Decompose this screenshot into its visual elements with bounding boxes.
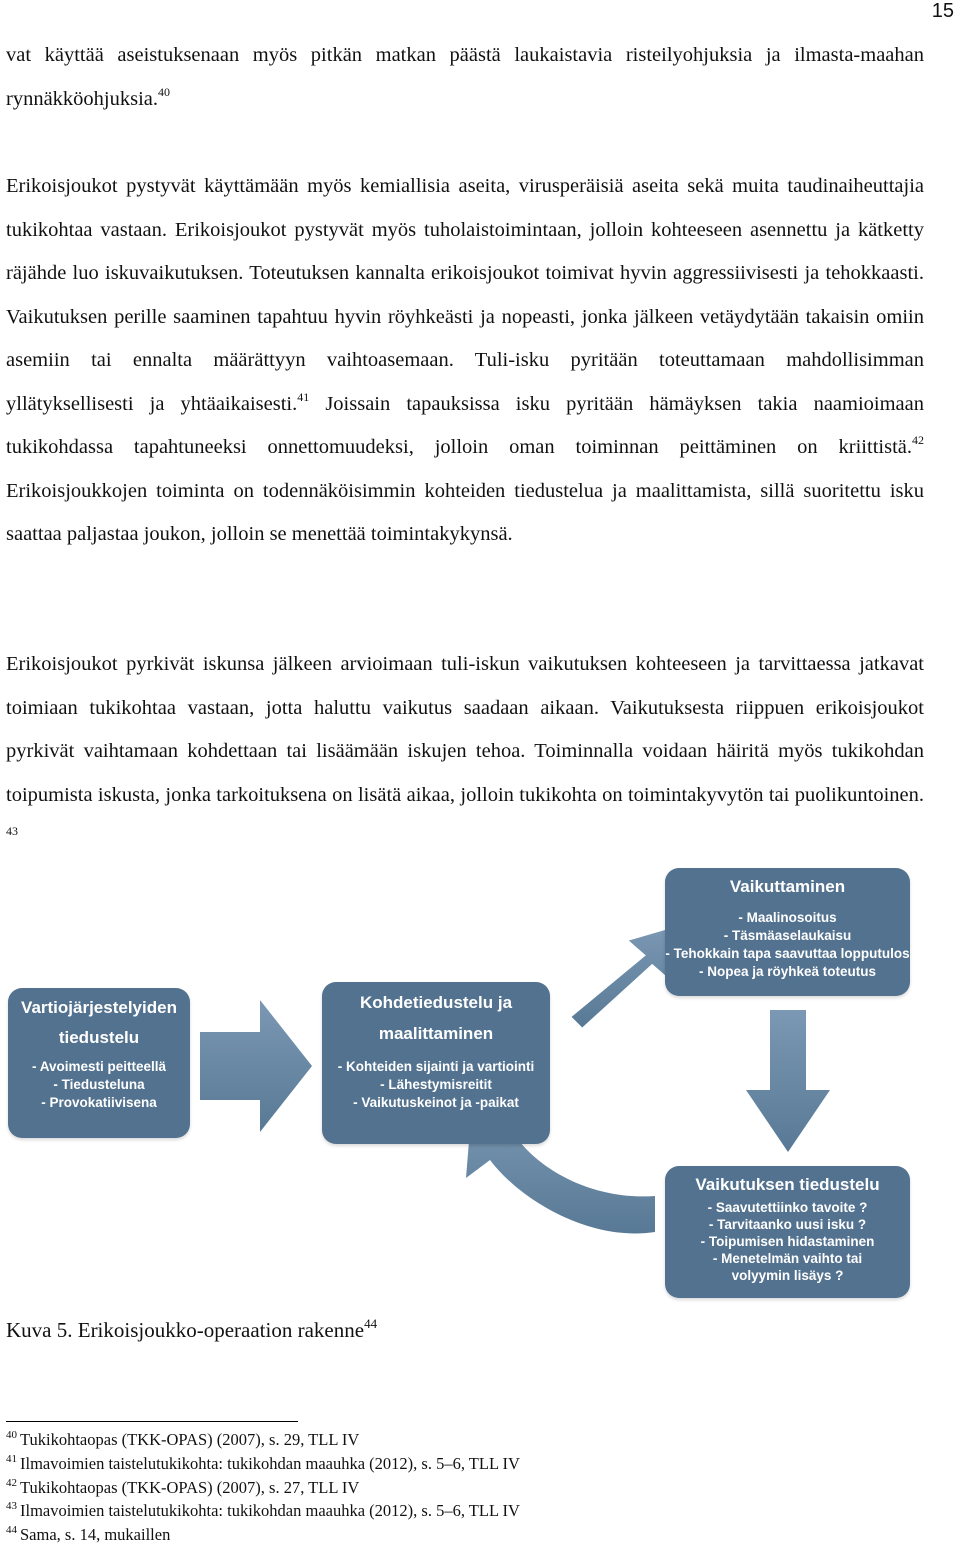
box-title: Vaikutuksen tiedustelu <box>695 1175 880 1194</box>
footnote-number: 40 <box>6 1429 17 1441</box>
box-title: Vaikuttaminen <box>729 877 846 896</box>
footnote-divider <box>6 1421 298 1422</box>
box-item: - Lähestymisreitit <box>380 1077 492 1092</box>
box-item: - Kohteiden sijainti ja vartiointi <box>337 1059 535 1074</box>
arrow-right-icon <box>200 1000 312 1132</box>
box-title: maalittaminen <box>378 1024 494 1043</box>
paragraph-1-text: vat käyttää aseistuksenaan myös pitkän matkan päästä laukaistavia risteilyohjuksia ja ilmasta-maahan rynnäkköohjuksia. <box>6 44 924 110</box>
box-item: - Täsmäaselaukaisu <box>723 928 852 943</box>
box-item: - Tiedusteluna <box>53 1077 145 1092</box>
footnote <box>6 1428 520 1452</box>
footnotes <box>6 1428 520 1547</box>
figure-caption <box>6 1318 377 1343</box>
box-kohdetiedustelu <box>322 982 550 1144</box>
footnote-number: 43 <box>6 1500 17 1513</box>
footnote-text: Ilmavoimien taistelutukikohta: tukikohdan maauhka (2012), s. 5–6, TLL IV <box>20 1453 520 1473</box>
page-number: 15 <box>931 0 954 22</box>
box-vartiojarjestelyiden-tiedustelu <box>8 988 190 1138</box>
footnote <box>6 1523 520 1547</box>
box-item: - Nopea ja röyhkeä toteutus <box>698 964 877 979</box>
box-vaikuttaminen <box>665 868 910 996</box>
footnote-number: 41 <box>6 1452 17 1465</box>
paragraph-2-text-b: Joissain tapauksissa isku pyritään hämäyksen takia naamioimaan tukikohdassa tapahtuneeksi onnettomuudeksi, jolloin oman toiminnan peittäminen on kriittistä. <box>6 392 924 458</box>
box-title: Kohdetiedustelu ja <box>359 993 513 1012</box>
box-vaikutuksen-tiedustelu <box>665 1166 910 1298</box>
footnote-ref-43: 43 <box>6 824 18 838</box>
paragraph-2 <box>6 165 924 557</box>
footnote-ref-41: 41 <box>297 389 310 404</box>
operation-structure-diagram <box>0 860 960 1310</box>
box-title: tiedustelu <box>58 1028 140 1047</box>
box-item: - Maalinosoitus <box>738 910 837 925</box>
box-item: - Toipumisen hidastaminen <box>700 1234 875 1249</box>
footnote-ref-40: 40 <box>158 84 171 99</box>
paragraph-2-text-c: Erikoisjoukkojen toiminta on todennäköisimmin kohteiden tiedustelua ja maalittamista, sillä suoritettu isku saattaa paljastaa joukon, jolloin se menettää toimintakykynsä. <box>6 479 924 545</box>
box-item: - Saavutettiinko tavoite ? <box>707 1200 868 1215</box>
footnote-ref-44: 44 <box>364 1316 378 1331</box>
footnote-text: Tukikohtaopas (TKK-OPAS) (2007), s. 29, TLL IV <box>20 1430 360 1449</box>
footnote-number: 44 <box>6 1524 17 1537</box>
box-item: - Provokatiivisena <box>41 1095 157 1110</box>
caption-text: Kuva 5. Erikoisjoukko-operaation rakenne <box>6 1318 365 1342</box>
footnote <box>6 1476 520 1500</box>
footnote-text: Tukikohtaopas (TKK-OPAS) (2007), s. 27, TLL IV <box>20 1477 360 1497</box>
paragraph-1 <box>6 34 924 121</box>
box-title: Vartiojärjestelyiden <box>21 998 177 1017</box>
box-item: - Menetelmän vaihto tai <box>712 1251 863 1266</box>
footnote-number: 42 <box>6 1476 17 1489</box>
paragraph-2-text-a: Erikoisjoukot pystyvät käyttämään myös kemiallisia aseita, virusperäisiä aseita sekä muita taudinaiheuttajia tukikohtaa vastaan. Erikoisjoukot pystyvät myös tuholaistoimintaan, jolloin kohteeseen asennettu ja kätketty räjähde luo iskuvaikutuksen. Toteutuksen kannalta erikoisjoukot toimivat hyvin aggressiivisesti ja tehokkaasti. Vaikutuksen perille saaminen tapahtuu hyvin röyhkeästi ja nopeasti, jonka jälkeen vetäydytään takaisin omiin asemiin tai ennalta määrättyyn vaihtoasemaan. Tuli-isku pyritään toteuttamaan mahdollisimman yllätyksellisesti ja yhtäaikaisesti. <box>6 175 924 415</box>
footnote-ref-42: 42 <box>912 433 924 447</box>
footnote-text: Ilmavoimien taistelutukikohta: tukikohdan maauhka (2012), s. 5–6, TLL IV <box>20 1501 520 1521</box>
paragraph-3-text: Erikoisjoukot pyrkivät iskunsa jälkeen arvioimaan tuli-iskun vaikutuksen kohteeseen ja tarvittaessa jatkavat toimiaan tukikohtaa vastaan, jotta haluttu vaikutus saadaan aikaan. Vaikutuksesta riippuen erikoisjoukot pyrkivät vaihtamaan kohdettaan tai lisäämään iskujen tehoa. Toiminnalla voidaan häiritä myös tukikohdan toipumista iskusta, jonka tarkoituksena on lisätä aikaa, jolloin tukikohta on toimintakyvytön tai puolikuntoinen. <box>6 653 924 806</box>
footnote-text: Sama, s. 14, mukaillen <box>20 1525 171 1545</box>
footnote <box>6 1499 520 1523</box>
footnote <box>6 1452 520 1476</box>
box-item: volyymin lisäys ? <box>731 1268 844 1283</box>
box-item: - Vaikutuskeinot ja -paikat <box>353 1095 519 1110</box>
box-item: - Tehokkain tapa saavuttaa lopputulos <box>665 946 910 961</box>
arrow-up-right-icon <box>572 926 680 1028</box>
box-item: - Tarvitaanko uusi isku ? <box>708 1217 867 1232</box>
paragraph-3 <box>6 643 924 861</box>
arrow-down-icon <box>746 1010 830 1152</box>
box-item: - Avoimesti peitteellä <box>31 1059 167 1074</box>
